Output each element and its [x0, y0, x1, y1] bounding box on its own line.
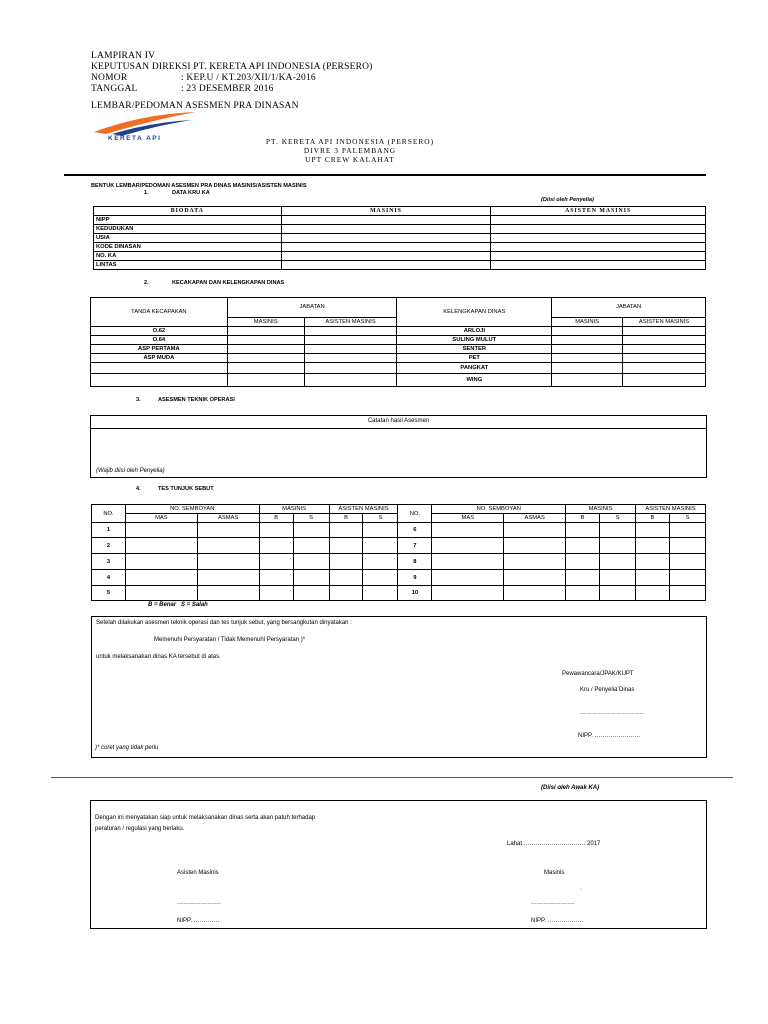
kelengkapan-item: ARLOJI	[397, 327, 552, 336]
declaration-line1: Dengan ini menyatakan siap untuk melaksanakan dinas serta akan patuh terhadap	[95, 815, 316, 821]
table-row	[92, 523, 706, 538]
table-row	[94, 252, 706, 261]
row-number: 2	[92, 538, 126, 554]
tanda-item	[91, 374, 228, 387]
b-cell[interactable]	[635, 570, 669, 586]
declaration-note: (Diisi oleh Awak KA)	[541, 785, 600, 791]
masinis-cell[interactable]	[281, 243, 491, 252]
table-row	[94, 234, 706, 243]
kelengkapan-item: SULING MULUT	[397, 336, 552, 345]
b-cell[interactable]	[329, 538, 363, 554]
tanda-item: ASP MUDA	[91, 354, 228, 363]
mas-subheader: MAS	[432, 514, 504, 523]
result-status[interactable]: Memenuhi Persyaratan / Tidak Memenuhi Persyaratan )*	[154, 637, 306, 643]
row-label: KODE DINASAN	[94, 243, 282, 252]
s-cell[interactable]	[363, 538, 398, 554]
check-cell[interactable]	[227, 336, 304, 345]
section1-number: 1.	[144, 190, 149, 196]
organization-block	[250, 137, 450, 164]
tanda-kecakapan-header: TANDA KECAPAKAN	[91, 298, 228, 327]
asisten-cell[interactable]	[491, 216, 706, 225]
cut-divider	[51, 777, 733, 778]
check-cell[interactable]	[552, 363, 623, 374]
kelengkapan-item: SENTER	[397, 345, 552, 354]
table-row	[92, 554, 706, 570]
masinis-cell[interactable]	[281, 261, 491, 270]
tanda-item: ASP PERTAMA	[91, 345, 228, 354]
s-subheader: S	[669, 514, 705, 523]
mas-cell[interactable]	[432, 570, 504, 586]
table-row	[91, 363, 706, 374]
b-cell[interactable]	[566, 538, 600, 554]
asmas-subheader: ASMAS	[504, 514, 566, 523]
semboyan-header: NO. SEMBOYAN	[432, 505, 566, 514]
s-cell[interactable]	[293, 523, 329, 538]
tanggal-label: TANGGAL	[91, 84, 138, 94]
table-row	[92, 586, 706, 601]
s-cell[interactable]	[293, 554, 329, 570]
check-cell[interactable]	[304, 336, 397, 345]
declaration-box	[90, 800, 707, 929]
check-cell[interactable]	[623, 336, 706, 345]
mas-subheader: MAS	[125, 514, 197, 523]
check-cell[interactable]	[304, 327, 397, 336]
mas-cell[interactable]	[432, 586, 504, 601]
asmas-cell[interactable]	[197, 538, 259, 554]
b-cell[interactable]	[635, 523, 669, 538]
s-cell[interactable]	[600, 586, 636, 601]
table-row	[91, 345, 706, 354]
kelengkapan-item: WING	[397, 374, 552, 387]
stray-dot: .	[580, 886, 582, 892]
biodata-header: BIODATA	[94, 207, 282, 216]
mas-cell[interactable]	[125, 586, 197, 601]
masinis-cell[interactable]	[281, 234, 491, 243]
nomor-value: : KEP.U / KT.203/XII/1/KA-2016	[181, 73, 316, 83]
data-kru-header-row	[94, 207, 706, 216]
row-label: KEDUDUKAN	[94, 225, 282, 234]
result-intro: Setelah dilakukan asesmen teknik operasi dan tes tunjuk sebut, yang bersangkutan dinyatakan :	[96, 620, 352, 626]
header-line2: KEPUTUSAN DIREKSI PT. KERETA API INDONESIA (PERSERO)	[91, 62, 373, 72]
table-row	[91, 374, 706, 387]
row-number: 8	[398, 554, 432, 570]
s-cell[interactable]	[600, 538, 636, 554]
check-cell[interactable]	[552, 336, 623, 345]
section2-number: 2.	[144, 280, 149, 286]
s-cell[interactable]	[600, 554, 636, 570]
masinis-cell[interactable]	[281, 252, 491, 261]
catatan-box	[90, 415, 707, 478]
b-cell[interactable]	[259, 554, 293, 570]
mas-cell[interactable]	[125, 523, 197, 538]
b-subheader: B	[635, 514, 669, 523]
asmas-cell[interactable]	[197, 570, 259, 586]
kai-logo	[92, 110, 200, 146]
footnote: )* coret yang tidak perlu	[95, 745, 159, 751]
table-row	[91, 336, 706, 345]
masinis-header: MASINIS	[566, 505, 636, 514]
b-subheader: B	[259, 514, 293, 523]
s-cell[interactable]	[669, 554, 705, 570]
asisten-subheader: ASISTEN MASINIS	[304, 317, 397, 326]
check-cell[interactable]	[552, 374, 623, 387]
s-cell[interactable]	[293, 570, 329, 586]
mas-cell[interactable]	[125, 554, 197, 570]
form-title: BENTUK LEMBAR/PEDOMAN ASESMEN PRA DINAS MASINIS/ASISTEN MASINIS	[91, 183, 307, 189]
s-cell[interactable]	[363, 586, 398, 601]
row-label: NO. KA	[94, 252, 282, 261]
asmas-subheader: ASMAS	[197, 514, 259, 523]
section4-title: TES TUNJUK SEBUT	[158, 486, 214, 492]
nipp-right[interactable]: NIPP. ………………	[531, 918, 584, 924]
b-cell[interactable]	[329, 523, 363, 538]
check-cell[interactable]	[304, 363, 397, 374]
asisten-header: ASISTEN MASINIS	[329, 505, 398, 514]
signature-line[interactable]: …………………………..	[580, 710, 644, 716]
section2-title: KECAKAPAN DAN KELENGKAPAN DINAS	[172, 280, 285, 286]
table-row	[94, 261, 706, 270]
table-row	[91, 354, 706, 363]
asisten-cell[interactable]	[491, 243, 706, 252]
row-number: 7	[398, 538, 432, 554]
org-line1: PT. KERETA API INDONESIA (PERSERO)	[265, 137, 435, 146]
s-cell[interactable]	[293, 538, 329, 554]
catatan-caption: Catatan hasil Asesmen	[367, 418, 430, 424]
section4-number: 4.	[136, 486, 141, 492]
asisten-cell[interactable]	[491, 261, 706, 270]
b-cell[interactable]	[566, 554, 600, 570]
s-cell[interactable]	[669, 538, 705, 554]
header-line1: LAMPIRAN IV	[91, 51, 156, 61]
check-cell[interactable]	[227, 374, 304, 387]
asisten-header: ASISTEN MASINIS	[491, 207, 706, 216]
kelengkapan-item: PANGKAT	[397, 363, 552, 374]
check-cell[interactable]	[227, 345, 304, 354]
section3-title: ASESMEN TEKNIK OPERASI	[158, 397, 235, 403]
masinis-cell[interactable]	[281, 216, 491, 225]
s-cell[interactable]	[669, 570, 705, 586]
table-row	[94, 243, 706, 252]
mas-cell[interactable]	[125, 570, 197, 586]
s-subheader: S	[293, 514, 329, 523]
org-line2: DIVRE 3 PALEMBANG	[303, 146, 397, 155]
b-cell[interactable]	[635, 586, 669, 601]
row-number: 6	[398, 523, 432, 538]
section1-note: (Diisi oleh Penyelia)	[541, 197, 594, 203]
asisten-cell[interactable]	[491, 234, 706, 243]
s-cell[interactable]	[600, 523, 636, 538]
asmas-cell[interactable]	[197, 586, 259, 601]
table-row	[94, 225, 706, 234]
signature-left[interactable]: ………………….	[177, 900, 221, 906]
b-cell[interactable]	[635, 538, 669, 554]
legend-benar: B = Benar	[148, 602, 177, 608]
masinis-header: MASINIS	[281, 207, 491, 216]
table-row	[92, 538, 706, 554]
row-number: 10	[398, 586, 432, 601]
check-cell[interactable]	[552, 354, 623, 363]
masinis-subheader: MASINIS	[227, 317, 304, 326]
check-cell[interactable]	[304, 354, 397, 363]
tanda-item	[91, 363, 228, 374]
s-cell[interactable]	[669, 523, 705, 538]
jabatan-header-left: JABATAN	[227, 298, 397, 318]
b-cell[interactable]	[566, 523, 600, 538]
masinis-cell[interactable]	[281, 225, 491, 234]
table-row	[92, 570, 706, 586]
tunjuk-sebut-table	[91, 504, 706, 601]
row-number: 9	[398, 570, 432, 586]
asisten-subheader: ASISTEN MASINIS	[623, 317, 706, 326]
check-cell[interactable]	[623, 374, 706, 387]
no-header: NO.	[92, 505, 126, 523]
check-cell[interactable]	[623, 354, 706, 363]
s-subheader: S	[600, 514, 636, 523]
tanda-item: O.64	[91, 336, 228, 345]
s-subheader: S	[363, 514, 398, 523]
asisten-header: ASISTEN MASINIS	[635, 505, 705, 514]
kelengkapan-item: PET	[397, 354, 552, 363]
place-date[interactable]: Lahat …………………………. 2017	[507, 841, 601, 847]
signer-left-title: Asisten Masinis	[177, 870, 219, 876]
asmas-cell[interactable]	[197, 523, 259, 538]
check-cell[interactable]	[304, 345, 397, 354]
b-cell[interactable]	[635, 554, 669, 570]
asmas-cell[interactable]	[504, 554, 566, 570]
masinis-subheader: MASINIS	[552, 317, 623, 326]
mas-cell[interactable]	[432, 523, 504, 538]
result-box	[91, 616, 707, 758]
nomor-label: NOMOR	[91, 73, 128, 83]
header-divider	[64, 174, 706, 176]
row-number: 1	[92, 523, 126, 538]
b-cell[interactable]	[329, 586, 363, 601]
no-header: NO.	[398, 505, 432, 523]
b-subheader: B	[329, 514, 363, 523]
b-cell[interactable]	[566, 586, 600, 601]
kelengkapan-header: KELENGKAPAN DINAS	[397, 298, 552, 327]
b-cell[interactable]	[259, 523, 293, 538]
row-number: 5	[92, 586, 126, 601]
header-tanggal	[91, 83, 274, 95]
logo-text: KERETA API	[108, 135, 162, 142]
s-cell[interactable]	[293, 586, 329, 601]
s-cell[interactable]	[363, 554, 398, 570]
signer-right-title: Masinis	[544, 870, 565, 876]
asisten-cell[interactable]	[491, 252, 706, 261]
document-title: LEMBAR/PEDOMAN ASESMEN PRA DINASAN	[91, 101, 299, 111]
s-cell[interactable]	[669, 586, 705, 601]
s-cell[interactable]	[363, 523, 398, 538]
catatan-input[interactable]	[91, 429, 706, 477]
asmas-cell[interactable]	[504, 538, 566, 554]
semboyan-header: NO. SEMBOYAN	[125, 505, 259, 514]
signature-right[interactable]: ………………….	[531, 900, 575, 906]
table-row	[91, 327, 706, 336]
section3-number: 3.	[136, 397, 141, 403]
org-line3: UPT CREW KALAHAT	[305, 155, 395, 164]
data-kru-table	[93, 206, 706, 270]
signer-nipp[interactable]: NIPP. …………………..	[578, 733, 640, 739]
table-row	[94, 216, 706, 225]
mas-cell[interactable]	[432, 538, 504, 554]
nipp-left[interactable]: NIPP. ………….	[177, 918, 220, 924]
masinis-header: MASINIS	[259, 505, 329, 514]
declaration-line2: peraturan / regulasi yang berlaku.	[95, 826, 185, 832]
row-number: 4	[92, 570, 126, 586]
row-number: 3	[92, 554, 126, 570]
b-subheader: B	[566, 514, 600, 523]
kecakapan-table	[90, 297, 706, 387]
check-cell[interactable]	[227, 327, 304, 336]
asisten-cell[interactable]	[491, 225, 706, 234]
row-label: NIPP	[94, 216, 282, 225]
asmas-cell[interactable]	[504, 586, 566, 601]
check-cell[interactable]	[304, 374, 397, 387]
mas-cell[interactable]	[125, 538, 197, 554]
catatan-note: (Wajib diisi oleh Penyelia)	[96, 468, 165, 474]
b-cell[interactable]	[259, 570, 293, 586]
row-label: USIA	[94, 234, 282, 243]
tanggal-value: : 23 DESEMBER 2016	[181, 84, 274, 94]
asmas-cell[interactable]	[504, 523, 566, 538]
b-cell[interactable]	[329, 554, 363, 570]
b-cell[interactable]	[329, 570, 363, 586]
tanda-item: O.62	[91, 327, 228, 336]
b-cell[interactable]	[566, 570, 600, 586]
s-cell[interactable]	[600, 570, 636, 586]
result-purpose: untuk melaksanakan dinas KA tersebut di atas.	[96, 654, 221, 660]
b-cell[interactable]	[259, 586, 293, 601]
asmas-cell[interactable]	[504, 570, 566, 586]
legend-salah: S = Salah	[181, 602, 208, 608]
check-cell[interactable]	[623, 363, 706, 374]
section1-title: DATA KRU KA	[172, 190, 210, 196]
b-cell[interactable]	[259, 538, 293, 554]
check-cell[interactable]	[623, 327, 706, 336]
check-cell[interactable]	[227, 363, 304, 374]
signer-title-2: Kru / Penyelia Dinas	[580, 687, 635, 693]
jabatan-header-right: JABATAN	[552, 298, 706, 318]
mas-cell[interactable]	[432, 554, 504, 570]
check-cell[interactable]	[552, 345, 623, 354]
check-cell[interactable]	[623, 345, 706, 354]
row-label: LINTAS	[94, 261, 282, 270]
signer-title-1: Pewawancara/JPAK/KUPT	[562, 671, 634, 677]
asmas-cell[interactable]	[197, 554, 259, 570]
s-cell[interactable]	[363, 570, 398, 586]
check-cell[interactable]	[227, 354, 304, 363]
check-cell[interactable]	[552, 327, 623, 336]
